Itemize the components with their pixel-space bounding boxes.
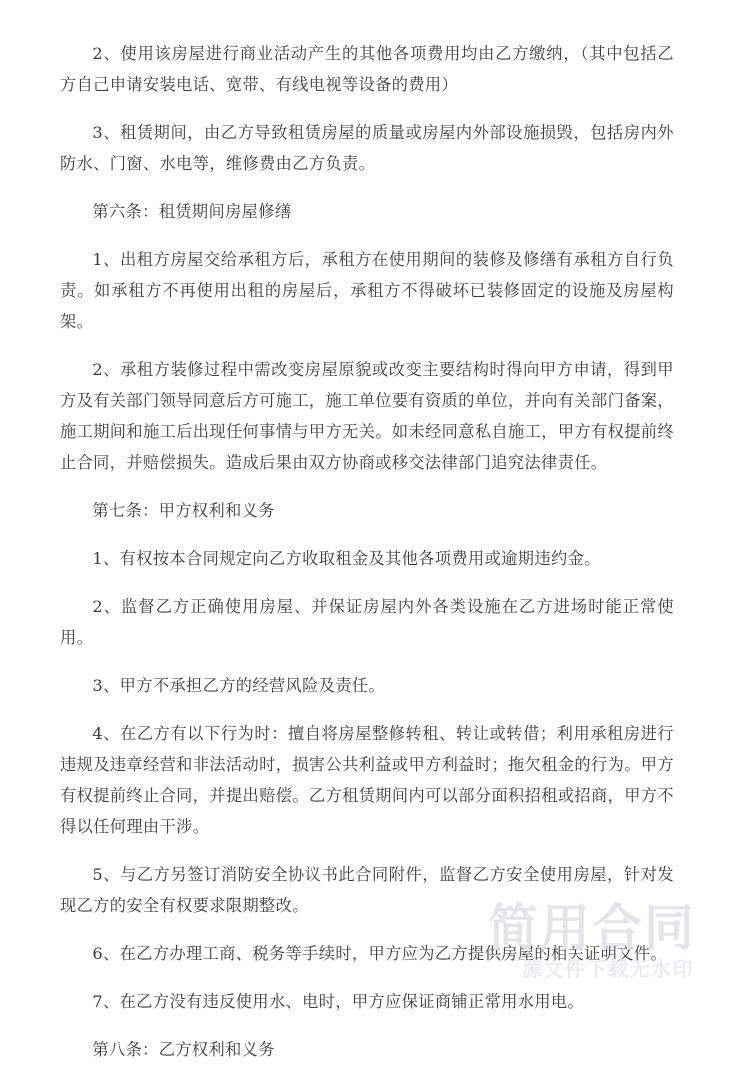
clause-paragraph: 1、出租方房屋交给承租方后，承租方在使用期间的装修及修缮有承租方自行负责。如承租方不再使用出租的房屋后，承租方不得破坏已装修固定的设施及房屋构架。 xyxy=(60,250,674,331)
watermark-primary-text: 简用合同 xyxy=(488,899,696,957)
clause-heading: 第八条：乙方权利和义务 xyxy=(92,1040,275,1059)
clause-paragraph: 1、有权按本合同规定向乙方收取租金及其他各项费用或逾期违约金。 xyxy=(92,549,601,568)
clause-paragraph: 5、与乙方另签订消防安全协议书此合同附件，监督乙方安全使用房屋，针对发现乙方的安全有权要求限期整改。 xyxy=(60,865,674,915)
clause-paragraph: 4、在乙方有以下行为时：擅自将房屋整修转租、转让或转借；利用承租房进行违规及违章经营和非法活动时，损害公共利益或甲方利益时；拖欠租金的行为。甲方有权提前终止合同，并提出赔偿。乙方租赁期间内可以部分面积招租或招商，甲方不得以任何理由干涉。 xyxy=(60,724,674,836)
clause-heading: 第七条：甲方权利和义务 xyxy=(92,501,275,520)
clause-paragraph: 2、承租方装修过程中需改变房屋原貌或改变主要结构时得向甲方申请，得到甲方及有关部门领导同意后方可施工，施工单位要有资质的单位，并向有关部门备案，施工期间和施工后出现任何事情与甲方无关。如未经同意私自施工，甲方有权提前终止合同，并赔偿损失。造成后果由双方协商或移交法律部门追究法律责任。 xyxy=(60,360,674,472)
clause-paragraph: 3、租赁期间，由乙方导致租赁房屋的质量或房屋内外部设施损毁，包括房内外防水、门窗、水电等，维修费由乙方负责。 xyxy=(60,123,674,173)
clause-paragraph: 2、监督乙方正确使用房屋、并保证房屋内外各类设施在乙方进场时能正常使用。 xyxy=(60,597,674,647)
clause-paragraph: 2、使用该房屋进行商业活动产生的其他各项费用均由乙方缴纳，（其中包括乙方自己申请安装电话、宽带、有线电视等设备的费用） xyxy=(60,44,674,94)
clause-paragraph: 3、甲方不承担乙方的经营风险及责任。 xyxy=(92,676,386,695)
document-body xyxy=(60,38,674,1065)
watermark-secondary-text: 源文件下载无水印 xyxy=(522,957,694,981)
clause-paragraph: 7、在乙方没有违反使用水、电时，甲方应保证商铺正常用水用电。 xyxy=(92,992,585,1011)
clause-heading: 第六条：租赁期间房屋修缮 xyxy=(92,202,292,221)
clause-paragraph: 6、在乙方办理工商、税务等手续时，甲方应为乙方提供房屋的相关证明文件。 xyxy=(92,944,668,963)
